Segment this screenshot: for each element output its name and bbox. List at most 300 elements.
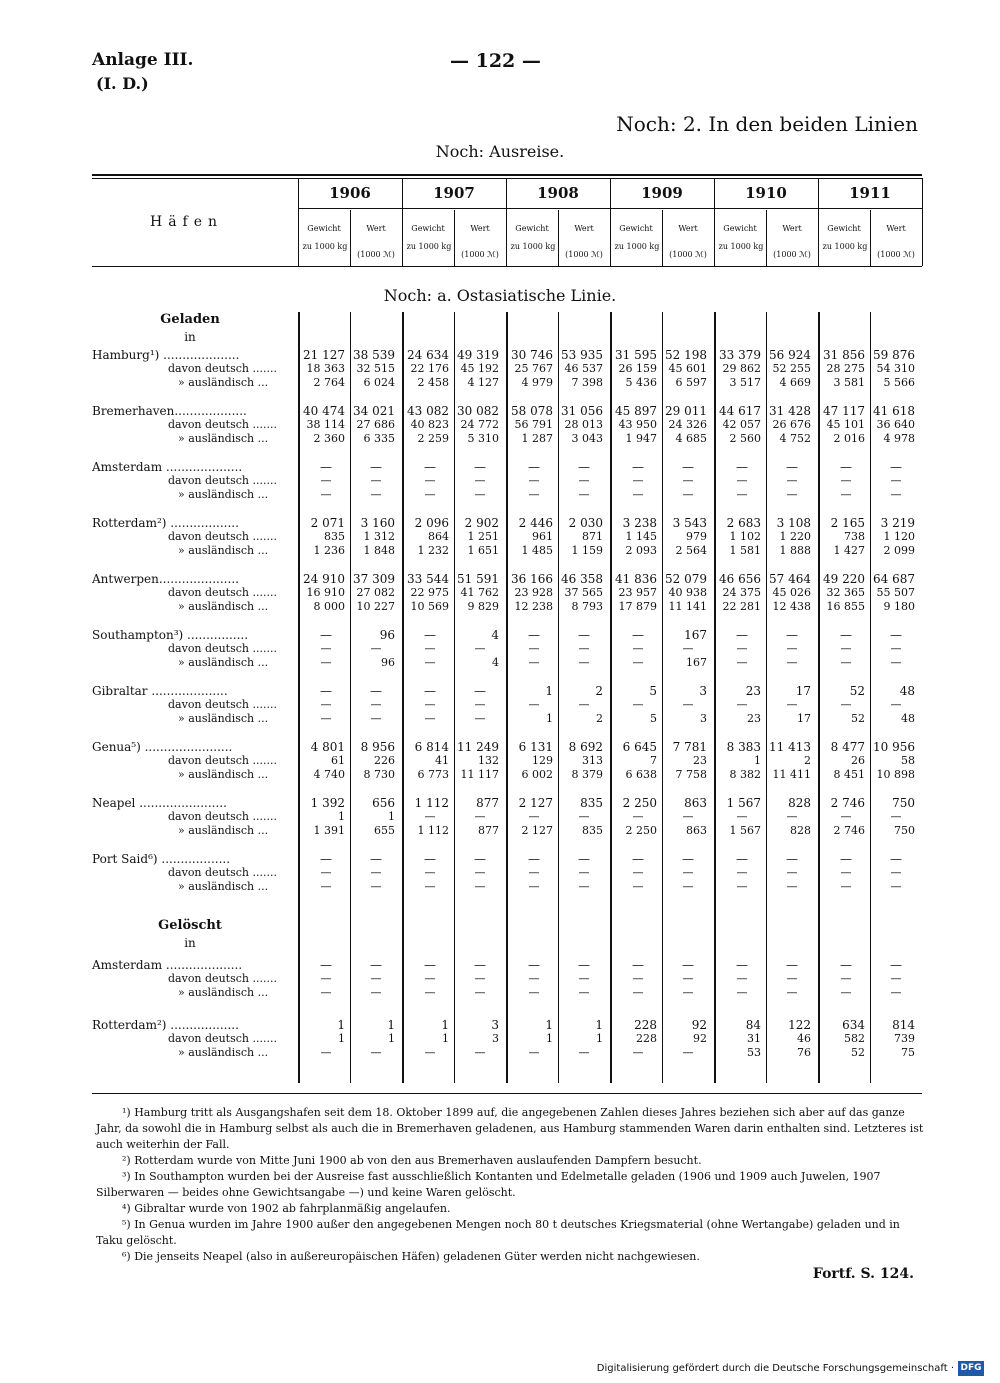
table-cell: 167: [686, 656, 707, 669]
table-cell: 1: [546, 712, 553, 725]
table-cell: 1: [338, 810, 345, 823]
value-unit: (1000 ℳ): [461, 250, 499, 259]
table-cell: 45 026: [772, 586, 811, 599]
table-cell: —: [736, 972, 748, 985]
table-cell: 3 543: [672, 516, 707, 530]
table-cell: 26: [851, 754, 865, 767]
table-cell: 4 978: [883, 432, 915, 445]
value-header: Wert: [366, 224, 386, 233]
weight-unit: zu 1000 kg: [822, 242, 868, 251]
table-cell: 43 950: [618, 418, 657, 431]
table-cell: 29 011: [665, 404, 707, 418]
table-cell: 52 255: [772, 362, 811, 375]
annex-sub-label: (I. D.): [96, 74, 149, 93]
row-label-german: davon deutsch .......: [168, 1032, 277, 1045]
table-cell: —: [632, 698, 644, 711]
table-cell: —: [370, 488, 382, 501]
table-cell: —: [370, 972, 382, 985]
table-cell: 961: [532, 530, 553, 543]
table-cell: 3: [492, 1032, 499, 1045]
weight-unit: zu 1000 kg: [614, 242, 660, 251]
table-cell: 34 021: [353, 404, 395, 418]
table-cell: 22 176: [410, 362, 449, 375]
table-cell: 38 539: [353, 348, 395, 362]
table-cell: 52: [851, 1046, 865, 1059]
value-header: Wert: [678, 224, 698, 233]
table-cell: 877: [476, 796, 499, 810]
table-cell: 2 360: [313, 432, 345, 445]
table-cell: —: [528, 642, 540, 655]
group-in-label: in: [184, 330, 196, 344]
footnote-rule: [92, 1093, 922, 1094]
table-cell: —: [578, 488, 590, 501]
table-cell: 4 127: [467, 376, 499, 389]
table-head-bottom-rule: [92, 266, 922, 267]
port-name: Gibraltar ....................: [92, 684, 228, 698]
table-cell: —: [474, 642, 486, 655]
table-cell: 2 683: [726, 516, 761, 530]
table-cell: —: [424, 712, 436, 725]
table-cell: —: [578, 986, 590, 999]
table-cell: —: [370, 866, 382, 879]
table-cell: 6 597: [675, 376, 707, 389]
footnote: ⁴) Gibraltar wurde von 1902 ab fahrplanmäßig angelaufen.: [122, 1202, 451, 1215]
table-cell: 228: [634, 1018, 657, 1032]
weight-header: Gewicht: [619, 224, 653, 233]
table-cell: 2 250: [625, 824, 657, 837]
table-cell: —: [474, 712, 486, 725]
table-cell: 6 645: [622, 740, 657, 754]
table-cell: —: [424, 972, 436, 985]
table-cell: 17: [795, 684, 811, 698]
table-cell: —: [528, 474, 540, 487]
table-cell: —: [474, 698, 486, 711]
footnote: ⁶) Die jenseits Neapel (also in außereuropäischen Häfen) geladenen Güter werden nicht nachgewiesen.: [122, 1250, 700, 1263]
table-cell: 47 117: [823, 404, 865, 418]
table-cell: 3: [699, 684, 707, 698]
table-cell: —: [736, 628, 748, 642]
table-cell: 313: [582, 754, 603, 767]
table-cell: —: [320, 488, 332, 501]
table-cell: —: [786, 986, 798, 999]
table-cell: 29 862: [722, 362, 761, 375]
table-cell: 132: [478, 754, 499, 767]
row-label-foreign: » ausländisch ...: [178, 1046, 269, 1059]
table-cell: 6 002: [521, 768, 553, 781]
row-label-foreign: » ausländisch ...: [178, 432, 269, 445]
table-cell: 42 057: [722, 418, 761, 431]
table-cell: —: [370, 986, 382, 999]
table-cell: —: [578, 642, 590, 655]
table-cell: —: [370, 684, 382, 698]
table-cell: —: [528, 866, 540, 879]
table-cell: 37 309: [353, 572, 395, 586]
value-header: Wert: [782, 224, 802, 233]
table-cell: 1 120: [883, 530, 915, 543]
row-label-foreign: » ausländisch ...: [178, 712, 269, 725]
row-label-foreign: » ausländisch ...: [178, 824, 269, 837]
year-header: 1908: [537, 184, 579, 202]
table-cell: 828: [790, 824, 811, 837]
table-cell: 122: [788, 1018, 811, 1032]
table-cell: —: [632, 986, 644, 999]
table-cell: 1: [546, 1032, 553, 1045]
table-cell: 2 746: [830, 796, 865, 810]
year-header: 1911: [849, 184, 891, 202]
table-cell: —: [786, 972, 798, 985]
value-unit: (1000 ℳ): [669, 250, 707, 259]
table-cell: 11 117: [460, 768, 499, 781]
table-cell: 7 398: [571, 376, 603, 389]
table-cell: 26 159: [618, 362, 657, 375]
table-cell: 28 013: [564, 418, 603, 431]
table-cell: 10 898: [876, 768, 915, 781]
table-cell: —: [424, 986, 436, 999]
annex-label: Anlage III.: [92, 50, 194, 70]
table-cell: 1 112: [417, 824, 449, 837]
table-cell: —: [840, 972, 852, 985]
table-cell: 46 537: [564, 362, 603, 375]
table-cell: 6 638: [625, 768, 657, 781]
table-cell: —: [474, 852, 486, 866]
table-top-rule: [92, 174, 922, 176]
table-cell: —: [320, 642, 332, 655]
table-cell: 738: [844, 530, 865, 543]
year-header: 1906: [329, 184, 371, 202]
row-label-german: davon deutsch .......: [168, 698, 277, 711]
table-cell: —: [578, 866, 590, 879]
table-cell: 24 326: [668, 418, 707, 431]
table-cell: 8 730: [363, 768, 395, 781]
table-cell: 1 427: [833, 544, 865, 557]
value-header: Wert: [574, 224, 594, 233]
table-cell: 8 000: [313, 600, 345, 613]
year-underline: [714, 208, 818, 209]
table-cell: —: [890, 986, 902, 999]
table-cell: 30 746: [511, 348, 553, 362]
table-cell: 96: [379, 628, 395, 642]
table-cell: —: [890, 810, 902, 823]
table-cell: 1: [337, 1018, 345, 1032]
table-cell: 2 165: [830, 516, 865, 530]
table-cell: 4: [491, 628, 499, 642]
table-cell: 1 567: [729, 824, 761, 837]
table-cell: —: [632, 1046, 644, 1059]
table-cell: 41 618: [873, 404, 915, 418]
weight-unit: zu 1000 kg: [510, 242, 556, 251]
table-cell: 1: [387, 1018, 395, 1032]
table-cell: 41: [435, 754, 449, 767]
table-cell: 52 198: [665, 348, 707, 362]
table-cell: 54 310: [876, 362, 915, 375]
table-cell: —: [786, 474, 798, 487]
row-label-foreign: » ausländisch ...: [178, 768, 269, 781]
table-cell: 863: [686, 824, 707, 837]
row-label-foreign: » ausländisch ...: [178, 656, 269, 669]
table-cell: 56 924: [769, 348, 811, 362]
table-cell: —: [528, 488, 540, 501]
table-cell: —: [370, 880, 382, 893]
table-cell: 2 099: [883, 544, 915, 557]
row-label-german: davon deutsch .......: [168, 418, 277, 431]
table-cell: —: [682, 698, 694, 711]
year-underline: [402, 208, 506, 209]
table-cell: —: [786, 852, 798, 866]
table-cell: 57 464: [769, 572, 811, 586]
table-cell: 46: [797, 1032, 811, 1045]
table-cell: 12 238: [514, 600, 553, 613]
table-cell: —: [528, 628, 540, 642]
table-cell: —: [682, 880, 694, 893]
row-label-german: davon deutsch .......: [168, 642, 277, 655]
port-name: Rotterdam²) ..................: [92, 516, 239, 530]
table-cell: —: [736, 810, 748, 823]
table-cell: 33 379: [719, 348, 761, 362]
table-cell: 23: [747, 712, 761, 725]
footnotes: [96, 1105, 926, 1265]
table-cell: —: [424, 460, 436, 474]
table-cell: —: [578, 460, 590, 474]
table-cell: 22 281: [722, 600, 761, 613]
row-label-foreign: » ausländisch ...: [178, 986, 269, 999]
table-cell: —: [528, 1046, 540, 1059]
table-cell: 43 082: [407, 404, 449, 418]
table-cell: —: [320, 852, 332, 866]
row-label-german: davon deutsch .......: [168, 866, 277, 879]
table-cell: —: [786, 656, 798, 669]
row-label-german: davon deutsch .......: [168, 972, 277, 985]
table-cell: —: [736, 656, 748, 669]
table-cell: —: [840, 810, 852, 823]
table-top-rule-thin: [92, 178, 922, 179]
table-cell: —: [890, 642, 902, 655]
table-cell: 31: [747, 1032, 761, 1045]
table-cell: —: [424, 488, 436, 501]
table-cell: —: [736, 866, 748, 879]
table-cell: 1 581: [729, 544, 761, 557]
table-cell: —: [528, 810, 540, 823]
table-cell: —: [370, 698, 382, 711]
table-cell: 48: [899, 684, 915, 698]
table-cell: —: [682, 972, 694, 985]
value-header: Wert: [470, 224, 490, 233]
row-label-german: davon deutsch .......: [168, 362, 277, 375]
table-cell: 4: [492, 656, 499, 669]
table-cell: —: [424, 474, 436, 487]
table-cell: 1 287: [521, 432, 553, 445]
table-cell: 32 515: [356, 362, 395, 375]
table-cell: 6 773: [417, 768, 449, 781]
table-cell: —: [840, 488, 852, 501]
table-cell: —: [578, 474, 590, 487]
table-cell: —: [370, 474, 382, 487]
table-cell: —: [320, 460, 332, 474]
table-cell: —: [632, 460, 644, 474]
table-cell: 2 250: [622, 796, 657, 810]
table-cell: —: [474, 810, 486, 823]
table-cell: 1 485: [521, 544, 553, 557]
table-cell: 8 383: [726, 740, 761, 754]
table-cell: 45 192: [460, 362, 499, 375]
weight-unit: zu 1000 kg: [718, 242, 764, 251]
weight-header: Gewicht: [307, 224, 341, 233]
table-cell: 51 591: [457, 572, 499, 586]
table-cell: —: [890, 866, 902, 879]
table-cell: —: [840, 698, 852, 711]
year-underline: [298, 208, 402, 209]
table-cell: —: [786, 698, 798, 711]
table-cell: —: [320, 684, 332, 698]
table-cell: 49 319: [457, 348, 499, 362]
weight-header: Gewicht: [411, 224, 445, 233]
table-cell: 33 544: [407, 572, 449, 586]
table-cell: 750: [892, 796, 915, 810]
table-cell: —: [890, 474, 902, 487]
table-cell: 53 935: [561, 348, 603, 362]
footnote: ³) In Southampton wurden bei der Ausreise fast ausschließlich Kontanten und Edelmetalle geladen (1906 und 1909 auch Juwelen, 1907 Silberwaren — beides ohne Gewichtsangabe —) und keine Waren gelöscht.: [96, 1170, 881, 1199]
table-cell: 1: [754, 754, 761, 767]
table-cell: —: [320, 474, 332, 487]
table-cell: —: [682, 1046, 694, 1059]
table-cell: —: [736, 642, 748, 655]
table-cell: 23: [693, 754, 707, 767]
table-cell: 1 567: [726, 796, 761, 810]
table-cell: —: [578, 698, 590, 711]
table-cell: 46 656: [719, 572, 761, 586]
table-cell: 45 897: [615, 404, 657, 418]
year-underline: [610, 208, 714, 209]
table-cell: —: [786, 958, 798, 972]
row-label-foreign: » ausländisch ...: [178, 376, 269, 389]
table-cell: 2 458: [417, 376, 449, 389]
table-cell: —: [320, 1046, 332, 1059]
table-cell: 1: [442, 1032, 449, 1045]
table-cell: 96: [381, 656, 395, 669]
table-cell: 16 910: [306, 586, 345, 599]
port-name: Genua⁵) .......................: [92, 740, 233, 754]
year-underline: [506, 208, 610, 209]
table-cell: 814: [892, 1018, 915, 1032]
table-cell: 2 564: [675, 544, 707, 557]
table-cell: 52: [851, 712, 865, 725]
table-cell: 7 758: [675, 768, 707, 781]
table-cell: 1 112: [414, 796, 449, 810]
table-cell: —: [474, 488, 486, 501]
line-subtitle: Noch: a. Ostasiatische Linie.: [383, 286, 617, 305]
table-cell: —: [370, 642, 382, 655]
table-cell: 5 566: [883, 376, 915, 389]
table-cell: 9 829: [467, 600, 499, 613]
value-header: Wert: [886, 224, 906, 233]
table-cell: 8 692: [568, 740, 603, 754]
table-cell: —: [320, 972, 332, 985]
year-header: 1910: [745, 184, 787, 202]
table-cell: —: [632, 852, 644, 866]
table-cell: 40 823: [410, 418, 449, 431]
table-cell: —: [424, 958, 436, 972]
table-cell: —: [632, 642, 644, 655]
table-cell: —: [786, 488, 798, 501]
table-cell: 53: [747, 1046, 761, 1059]
table-cell: —: [786, 628, 798, 642]
table-cell: —: [370, 460, 382, 474]
table-cell: —: [632, 958, 644, 972]
table-cell: —: [786, 810, 798, 823]
table-cell: 49 220: [823, 572, 865, 586]
table-cell: 4 740: [313, 768, 345, 781]
row-label-german: davon deutsch .......: [168, 586, 277, 599]
table-cell: 4 979: [521, 376, 553, 389]
table-cell: —: [840, 986, 852, 999]
table-cell: —: [578, 628, 590, 642]
table-cell: 2: [596, 712, 603, 725]
table-cell: 52 079: [665, 572, 707, 586]
table-cell: —: [840, 460, 852, 474]
table-cell: 10 956: [873, 740, 915, 754]
table-cell: —: [424, 880, 436, 893]
table-cell: —: [632, 628, 644, 642]
table-cell: 1 236: [313, 544, 345, 557]
table-cell: 56 791: [514, 418, 553, 431]
table-cell: 27 082: [356, 586, 395, 599]
weight-header: Gewicht: [827, 224, 861, 233]
table-cell: 1 102: [729, 530, 761, 543]
table-cell: 31 856: [823, 348, 865, 362]
page-number: — 122 —: [450, 50, 541, 72]
table-cell: 8 451: [833, 768, 865, 781]
table-cell: 634: [842, 1018, 865, 1032]
table-cell: 1: [388, 810, 395, 823]
table-cell: —: [578, 972, 590, 985]
table-cell: 1 848: [363, 544, 395, 557]
port-name: Port Said⁶) ..................: [92, 852, 231, 866]
table-cell: —: [474, 986, 486, 999]
table-cell: —: [320, 656, 332, 669]
table-cell: —: [682, 642, 694, 655]
table-cell: 18 363: [306, 362, 345, 375]
table-cell: 1 391: [313, 824, 345, 837]
weight-header: Gewicht: [515, 224, 549, 233]
table-cell: 9 180: [883, 600, 915, 613]
digitization-credit: Digitalisierung gefördert durch die Deutsche Forschungsgemeinschaft ·: [596, 1363, 954, 1374]
table-cell: —: [424, 684, 436, 698]
table-cell: —: [840, 474, 852, 487]
table-cell: 1 888: [779, 544, 811, 557]
value-unit: (1000 ℳ): [773, 250, 811, 259]
table-cell: —: [840, 628, 852, 642]
table-cell: —: [736, 698, 748, 711]
table-cell: —: [320, 712, 332, 725]
table-cell: 6 131: [518, 740, 553, 754]
table-cell: 656: [372, 796, 395, 810]
table-cell: 32 365: [826, 586, 865, 599]
table-cell: —: [890, 656, 902, 669]
group-title: Gelöscht: [158, 918, 222, 933]
table-cell: —: [786, 642, 798, 655]
table-cell: 3 108: [776, 516, 811, 530]
table-cell: —: [786, 460, 798, 474]
table-cell: —: [370, 852, 382, 866]
row-label-german: davon deutsch .......: [168, 810, 277, 823]
table-cell: —: [370, 1046, 382, 1059]
table-cell: 24 910: [303, 572, 345, 586]
table-cell: 828: [788, 796, 811, 810]
table-cell: —: [578, 958, 590, 972]
table-cell: 167: [684, 628, 707, 642]
row-label-german: davon deutsch .......: [168, 530, 277, 543]
table-cell: 582: [844, 1032, 865, 1045]
table-cell: 2 096: [414, 516, 449, 530]
